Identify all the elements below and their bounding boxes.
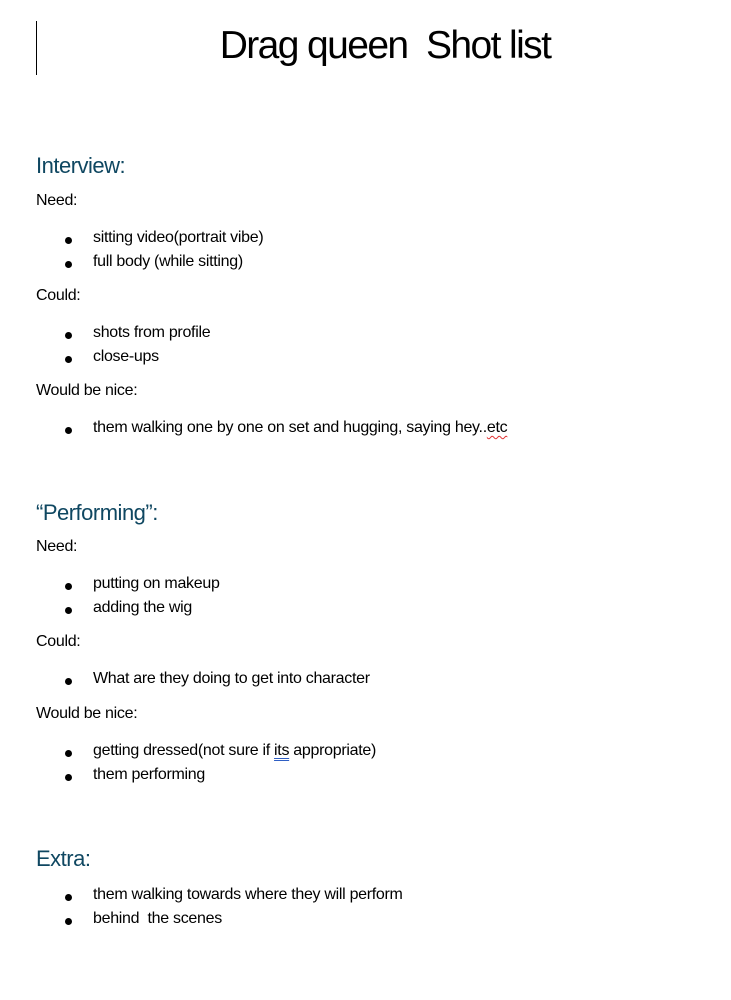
grammar-suggestion-marker[interactable]: its	[274, 742, 290, 759]
label-need[interactable]: Need:	[36, 192, 78, 209]
bullet-icon	[65, 774, 72, 781]
bullet-icon	[65, 332, 72, 339]
section-heading-performing[interactable]: “Performing”:	[36, 500, 158, 525]
bullet-icon	[65, 237, 72, 244]
label-would-be-nice[interactable]: Would be nice:	[36, 705, 138, 722]
label-would-be-nice[interactable]: Would be nice:	[36, 382, 138, 399]
bullet-icon	[65, 583, 72, 590]
bullet-icon	[65, 678, 72, 685]
section-heading-interview[interactable]: Interview:	[36, 153, 126, 178]
label-could[interactable]: Could:	[36, 633, 81, 650]
bullet-icon	[65, 894, 72, 901]
label-could[interactable]: Could:	[36, 287, 81, 304]
bullet-icon	[65, 607, 72, 614]
bullet-icon	[65, 261, 72, 268]
bullet-icon	[65, 750, 72, 757]
label-need[interactable]: Need:	[36, 538, 78, 555]
document-title[interactable]: Drag queen Shot list	[219, 24, 551, 67]
bullet-icon	[65, 427, 72, 434]
bullet-icon	[65, 918, 72, 925]
spelling-error-marker[interactable]: etc	[486, 419, 508, 436]
section-heading-extra[interactable]: Extra:	[36, 846, 91, 871]
bullet-icon	[65, 356, 72, 363]
